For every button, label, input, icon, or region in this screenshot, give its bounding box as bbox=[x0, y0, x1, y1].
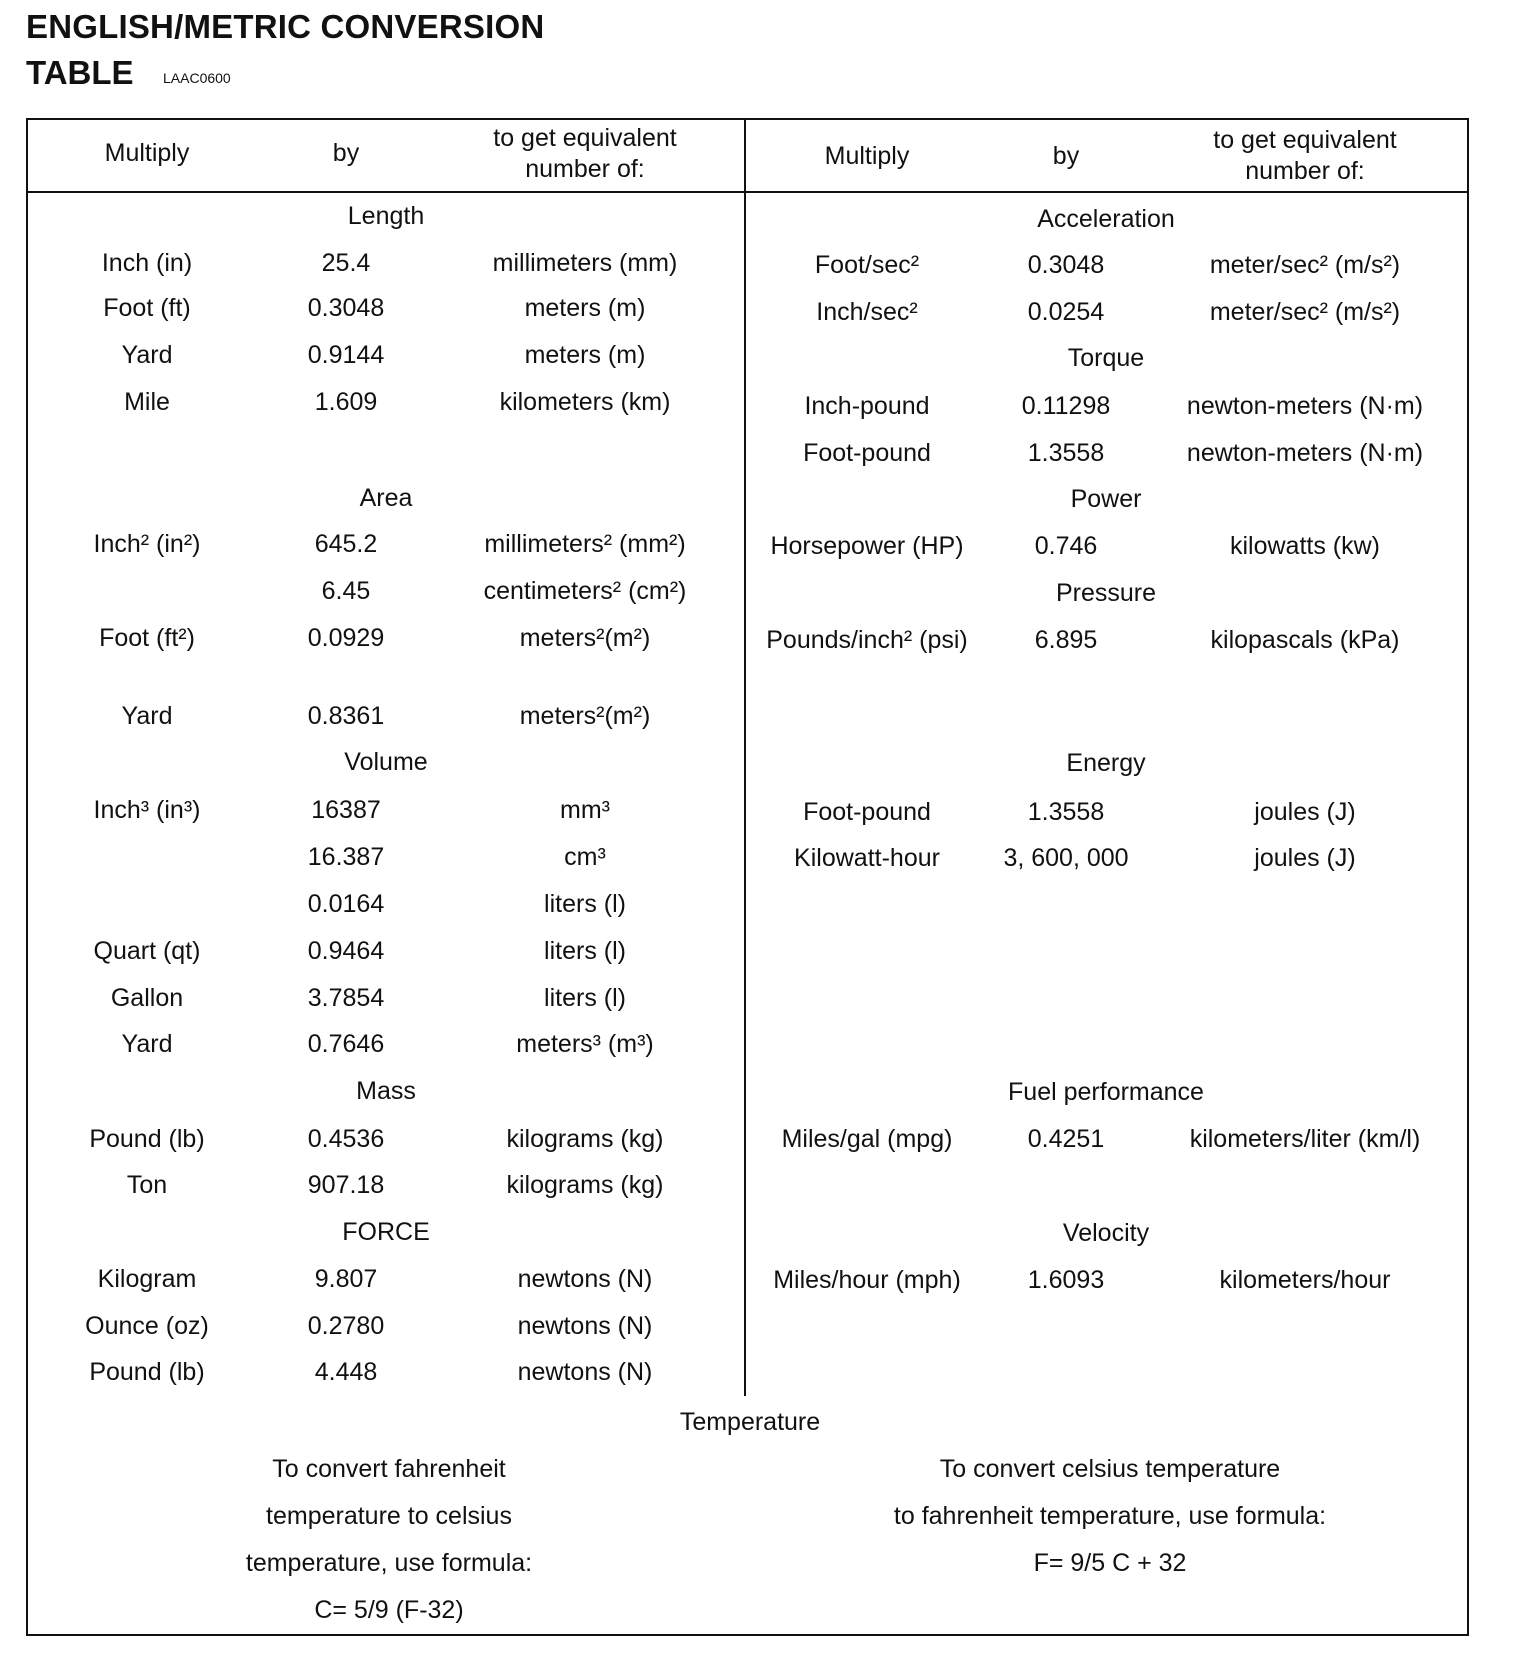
header-equivalent-left: to get equivalent number of: bbox=[493, 124, 677, 183]
row-equivalent: kilometers (km) bbox=[499, 388, 671, 416]
row-factor: 645.2 bbox=[314, 530, 378, 558]
row-factor: 1.609 bbox=[314, 388, 378, 416]
row-factor: 0.9144 bbox=[307, 341, 385, 369]
row-equivalent: meters²(m²) bbox=[519, 702, 651, 730]
section-force: FORCE bbox=[342, 1218, 430, 1246]
row-unit: Inch-pound bbox=[804, 392, 930, 420]
section-area: Area bbox=[359, 484, 413, 512]
row-factor: 907.18 bbox=[307, 1171, 385, 1199]
row-factor: 0.9464 bbox=[307, 937, 385, 965]
row-factor: 0.3048 bbox=[307, 294, 385, 322]
row-unit: Inch/sec² bbox=[816, 298, 918, 326]
header-multiply-left: Multiply bbox=[104, 139, 190, 167]
section-acceleration: Acceleration bbox=[1037, 205, 1175, 233]
header-equivalent-right: to get equivalent number of: bbox=[1213, 126, 1397, 185]
row-factor: 4.448 bbox=[314, 1358, 378, 1386]
row-factor: 0.8361 bbox=[307, 702, 385, 730]
section-volume: Volume bbox=[344, 748, 428, 776]
row-factor: 0.4251 bbox=[1027, 1125, 1105, 1153]
row-unit: Pound (lb) bbox=[89, 1125, 205, 1153]
row-unit: Yard bbox=[121, 341, 173, 369]
row-factor: 1.6093 bbox=[1027, 1266, 1105, 1294]
row-unit: Horsepower (HP) bbox=[770, 532, 964, 560]
row-equivalent: newton-meters (N·m) bbox=[1186, 392, 1424, 420]
row-equivalent: meters (m) bbox=[524, 341, 646, 369]
row-equivalent: meters³ (m³) bbox=[516, 1030, 654, 1058]
row-unit: Yard bbox=[121, 702, 173, 730]
row-equivalent: millimeters² (mm²) bbox=[484, 530, 686, 558]
row-equivalent: meter/sec² (m/s²) bbox=[1209, 298, 1401, 326]
fahrenheit-formula: F= 9/5 C + 32 bbox=[1033, 1549, 1187, 1577]
row-equivalent: kilometers/liter (km/l) bbox=[1189, 1125, 1421, 1153]
row-unit: Inch² (in²) bbox=[93, 530, 201, 558]
row-unit: Foot (ft) bbox=[103, 294, 191, 322]
row-factor: 0.3048 bbox=[1027, 251, 1105, 279]
row-unit: Foot (ft²) bbox=[99, 624, 195, 652]
row-equivalent: cm³ bbox=[564, 843, 606, 871]
row-unit: Ounce (oz) bbox=[85, 1312, 209, 1340]
row-unit: Inch (in) bbox=[101, 249, 193, 277]
row-factor: 0.11298 bbox=[1021, 392, 1111, 420]
section-mass: Mass bbox=[356, 1077, 416, 1105]
row-equivalent: meters (m) bbox=[524, 294, 646, 322]
row-factor: 16387 bbox=[311, 796, 381, 824]
row-factor: 6.45 bbox=[321, 577, 371, 605]
row-factor: 0.0254 bbox=[1027, 298, 1105, 326]
header-by-left: by bbox=[332, 139, 360, 167]
section-pressure: Pressure bbox=[1055, 579, 1157, 607]
row-factor: 0.2780 bbox=[307, 1312, 385, 1340]
row-unit: Foot-pound bbox=[803, 798, 931, 826]
row-unit: Quart (qt) bbox=[93, 937, 201, 965]
section-power: Power bbox=[1070, 485, 1142, 513]
row-factor: 0.0164 bbox=[307, 890, 385, 918]
fahrenheit-to-celsius-note: To convert fahrenheit temperature to celsius temperature, use formula: C= 5/9 (F-32) bbox=[189, 1446, 589, 1634]
row-unit: Miles/hour (mph) bbox=[773, 1266, 961, 1294]
row-unit: Pounds/inch² (psi) bbox=[766, 626, 968, 654]
row-equivalent: liters (l) bbox=[544, 937, 626, 965]
section-fuel: Fuel performance bbox=[1008, 1078, 1204, 1106]
section-length: Length bbox=[347, 202, 425, 230]
row-equivalent: liters (l) bbox=[544, 984, 626, 1012]
row-equivalent: mm³ bbox=[560, 796, 610, 824]
row-unit: Mile bbox=[124, 388, 170, 416]
header-divider bbox=[26, 191, 1469, 193]
header-multiply-right: Multiply bbox=[824, 142, 910, 170]
row-unit: Foot-pound bbox=[803, 439, 931, 467]
row-equivalent: kilograms (kg) bbox=[506, 1125, 664, 1153]
row-unit: Pound (lb) bbox=[89, 1358, 205, 1386]
row-equivalent: newtons (N) bbox=[517, 1312, 653, 1340]
row-factor: 6.895 bbox=[1034, 626, 1098, 654]
celsius-to-fahrenheit-note: To convert celsius temperature to fahrenheit temperature, use formula: F= 9/5 C + 32 bbox=[810, 1446, 1410, 1587]
row-equivalent: joules (J) bbox=[1254, 798, 1356, 826]
document-code: LAAC0600 bbox=[163, 70, 231, 86]
row-equivalent: meter/sec² (m/s²) bbox=[1209, 251, 1401, 279]
row-unit: Gallon bbox=[110, 984, 184, 1012]
row-factor: 0.4536 bbox=[307, 1125, 385, 1153]
row-unit: Kilowatt-hour bbox=[794, 844, 940, 872]
section-velocity: Velocity bbox=[1062, 1219, 1150, 1247]
section-torque: Torque bbox=[1067, 344, 1145, 372]
row-unit: Ton bbox=[126, 1171, 168, 1199]
row-equivalent: liters (l) bbox=[544, 890, 626, 918]
row-equivalent: newtons (N) bbox=[517, 1358, 653, 1386]
row-unit: Kilogram bbox=[97, 1265, 197, 1293]
row-equivalent: kilopascals (kPa) bbox=[1210, 626, 1400, 654]
row-factor: 3.7854 bbox=[307, 984, 385, 1012]
row-factor: 0.0929 bbox=[307, 624, 385, 652]
row-factor: 25.4 bbox=[321, 249, 371, 277]
section-energy: Energy bbox=[1066, 749, 1146, 777]
row-equivalent: kilowatts (kw) bbox=[1229, 532, 1380, 560]
row-equivalent: kilograms (kg) bbox=[506, 1171, 664, 1199]
row-factor: 3, 600, 000 bbox=[1003, 844, 1129, 872]
row-equivalent: newtons (N) bbox=[517, 1265, 653, 1293]
row-equivalent: kilometers/hour bbox=[1219, 1266, 1391, 1294]
row-equivalent: meters²(m²) bbox=[519, 624, 651, 652]
row-factor: 0.746 bbox=[1034, 532, 1098, 560]
row-equivalent: centimeters² (cm²) bbox=[483, 577, 687, 605]
row-equivalent: millimeters (mm) bbox=[492, 249, 678, 277]
row-equivalent: newton-meters (N·m) bbox=[1186, 439, 1424, 467]
row-equivalent: joules (J) bbox=[1254, 844, 1356, 872]
row-unit: Inch³ (in³) bbox=[93, 796, 201, 824]
row-factor: 0.7646 bbox=[307, 1030, 385, 1058]
row-unit: Foot/sec² bbox=[814, 251, 920, 279]
row-factor: 16.387 bbox=[307, 843, 385, 871]
row-factor: 1.3558 bbox=[1027, 439, 1105, 467]
row-factor: 1.3558 bbox=[1027, 798, 1105, 826]
celsius-formula: C= 5/9 (F-32) bbox=[314, 1596, 464, 1624]
document-title-table: TABLE bbox=[26, 54, 134, 91]
row-unit: Miles/gal (mpg) bbox=[781, 1125, 953, 1153]
document-title: ENGLISH/METRIC CONVERSION bbox=[26, 8, 545, 45]
section-temperature: Temperature bbox=[679, 1408, 821, 1436]
row-unit: Yard bbox=[121, 1030, 173, 1058]
row-factor: 9.807 bbox=[314, 1265, 378, 1293]
header-by-right: by bbox=[1052, 142, 1080, 170]
